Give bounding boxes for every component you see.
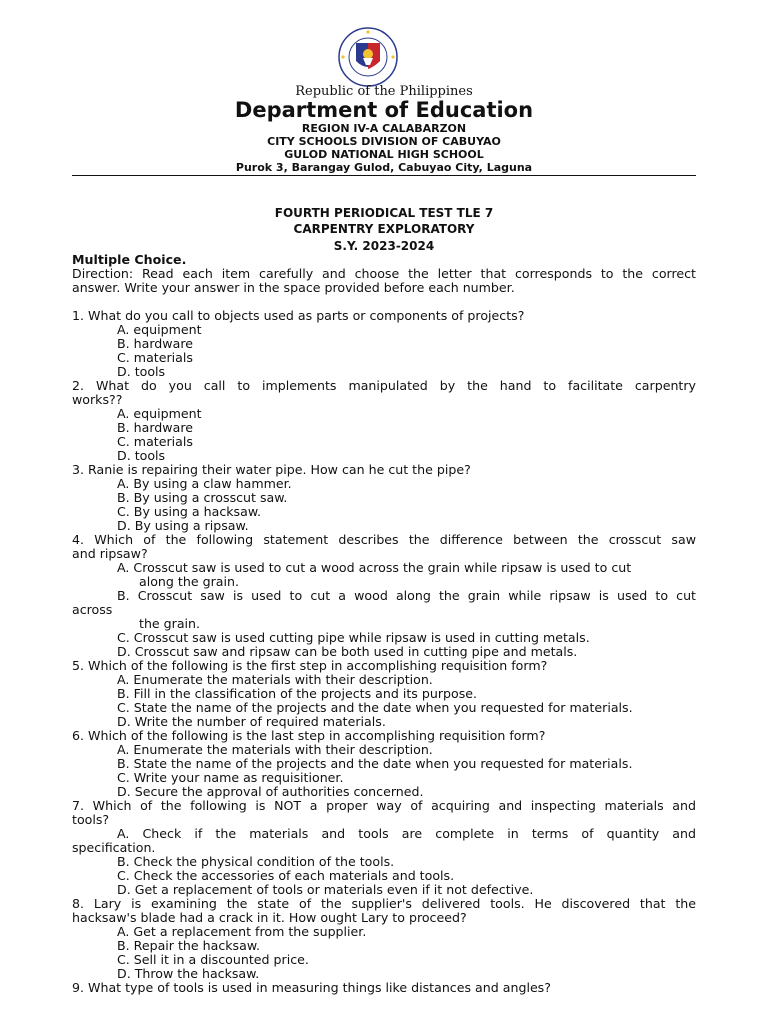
answer-choice [72,645,696,659]
section-heading: Multiple Choice. [72,252,187,267]
answer-choice-text: D. tools [117,448,166,463]
school-address: Purok 3, Barangay Gulod, Cabuyao City, Laguna [235,161,533,174]
answer-choice-text: C. materials [117,434,193,449]
answer-choice-text: B. State the name of the projects and the date when you requested for materials. [117,756,633,771]
question-stem: 4. Which of the following statement describes the difference between the crosscut saw [72,532,696,547]
question-stem: 6. Which of the following is the last step in accomplishing requisition form? [72,728,546,743]
answer-choice-text: A. Check if the materials and tools are complete in terms of quantity and [117,826,696,841]
question-item [72,981,696,995]
answer-choice-text: A. equipment [117,406,202,421]
question-stem: works?? [72,392,123,407]
test-subject: CARPENTRY EXPLORATORY [293,222,475,236]
answer-choice-text: A. By using a claw hammer. [117,476,292,491]
answer-choice-text: A. equipment [117,322,202,337]
direction-text: Direction: Read each item carefully and choose the letter that corresponds to the correct [72,266,696,281]
header-divider [72,175,696,176]
spacer [72,295,696,309]
question-stem: 9. What type of tools is used in measuring things like distances and angles? [72,980,551,995]
question-item [72,533,696,659]
answer-choice [72,631,696,645]
answer-choice [72,589,696,631]
answer-choice-text: across [72,602,113,617]
division-line: CITY SCHOOLS DIVISION OF CABUYAO [267,135,501,148]
test-content [72,253,696,995]
answer-choice-text: D. Write the number of required materials. [117,714,386,729]
answer-choice-text: A. Get a replacement from the supplier. [117,924,367,939]
answer-choice [72,785,696,799]
question-stem: 3. Ranie is repairing their water pipe. How can he cut the pipe? [72,462,471,477]
answer-choice [72,855,696,869]
answer-choice-text: C. State the name of the projects and the date when you requested for materials. [117,700,633,715]
republic-line: Republic of the Philippines [295,84,473,99]
answer-choice-text: C. materials [117,350,193,365]
school-name: GULOD NATIONAL HIGH SCHOOL [284,148,484,161]
answer-choice [72,701,696,715]
answer-choice [72,323,696,337]
answer-choice-text: B. hardware [117,420,193,435]
answer-choice [72,967,696,981]
answer-choice-text: C. Check the accessories of each materials and tools. [117,868,455,883]
answer-choice [72,687,696,701]
question-item [72,309,696,379]
answer-choice-text: A. Enumerate the materials with their description. [117,742,433,757]
answer-choice [72,953,696,967]
answer-choice-text: B. Crosscut saw is used to cut a wood along the grain while ripsaw is used to cut [117,588,696,603]
answer-choice-text: B. Repair the hacksaw. [117,938,260,953]
question-list [72,309,696,995]
answer-choice-text: D. By using a ripsaw. [117,518,249,533]
answer-choice [72,519,696,533]
answer-choice [72,421,696,435]
answer-choice [72,561,696,589]
answer-choice-text: the grain. [139,616,201,631]
department-title: Department of Education [234,98,534,122]
answer-choice [72,449,696,463]
answer-choice [72,757,696,771]
question-stem: 2. What do you call to implements manipulated by the hand to facilitate carpentry [72,378,696,393]
answer-choice-text: D. Throw the hacksaw. [117,966,260,981]
answer-choice [72,337,696,351]
answer-choice-text: B. By using a crosscut saw. [117,490,288,505]
answer-choice [72,925,696,939]
answer-choice-text: C. Crosscut saw is used cutting pipe while ripsaw is used in cutting metals. [117,630,590,645]
answer-choice-text: C. By using a hacksaw. [117,504,261,519]
answer-choice [72,883,696,897]
answer-choice-text: B. Fill in the classification of the projects and its purpose. [117,686,478,701]
answer-choice [72,673,696,687]
answer-choice [72,477,696,491]
question-stem: 1. What do you call to objects used as parts or components of projects? [72,308,525,323]
answer-choice-text: D. Get a replacement of tools or materials even if it not defective. [117,882,534,897]
answer-choice [72,365,696,379]
answer-choice-text: D. Secure the approval of authorities concerned. [117,784,424,799]
answer-choice-text: specification. [72,840,156,855]
question-item [72,659,696,729]
region-line: REGION IV-A CALABARZON [301,122,467,135]
direction-text: answer. Write your answer in the space provided before each number. [72,280,515,295]
answer-choice [72,491,696,505]
question-item [72,379,696,463]
question-stem: tools? [72,812,110,827]
question-stem: hacksaw's blade had a crack in it. How ought Lary to proceed? [72,910,467,925]
answer-choice [72,743,696,757]
answer-choice-text: A. Enumerate the materials with their description. [117,672,433,687]
answer-choice-text: B. Check the physical condition of the tools. [117,854,395,869]
answer-choice [72,939,696,953]
answer-choice-text: C. Write your name as requisitioner. [117,770,344,785]
deped-seal-icon [330,27,406,87]
question-stem: 7. Which of the following is NOT a proper way of acquiring and inspecting materials and [72,798,696,813]
answer-choice [72,827,696,855]
answer-choice [72,715,696,729]
question-item [72,729,696,799]
question-stem: 5. Which of the following is the first step in accomplishing requisition form? [72,658,548,673]
question-stem: and ripsaw? [72,546,148,561]
school-year: S.Y. 2023-2024 [333,239,435,253]
question-item [72,463,696,533]
answer-choice-text: D. tools [117,364,166,379]
answer-choice-text: A. Crosscut saw is used to cut a wood across the grain while ripsaw is used to cut [117,560,632,575]
answer-choice-text: C. Sell it in a discounted price. [117,952,309,967]
answer-choice [72,869,696,883]
answer-choice [72,407,696,421]
answer-choice [72,351,696,365]
test-title: FOURTH PERIODICAL TEST TLE 7 [274,206,494,220]
question-item [72,897,696,981]
answer-choice [72,505,696,519]
question-item [72,799,696,897]
answer-choice [72,771,696,785]
answer-choice-text: B. hardware [117,336,193,351]
question-stem: 8. Lary is examining the state of the supplier's delivered tools. He discovered that the [72,896,696,911]
answer-choice-text: along the grain. [139,574,239,589]
answer-choice-text: D. Crosscut saw and ripsaw can be both used in cutting pipe and metals. [117,644,578,659]
answer-choice [72,435,696,449]
